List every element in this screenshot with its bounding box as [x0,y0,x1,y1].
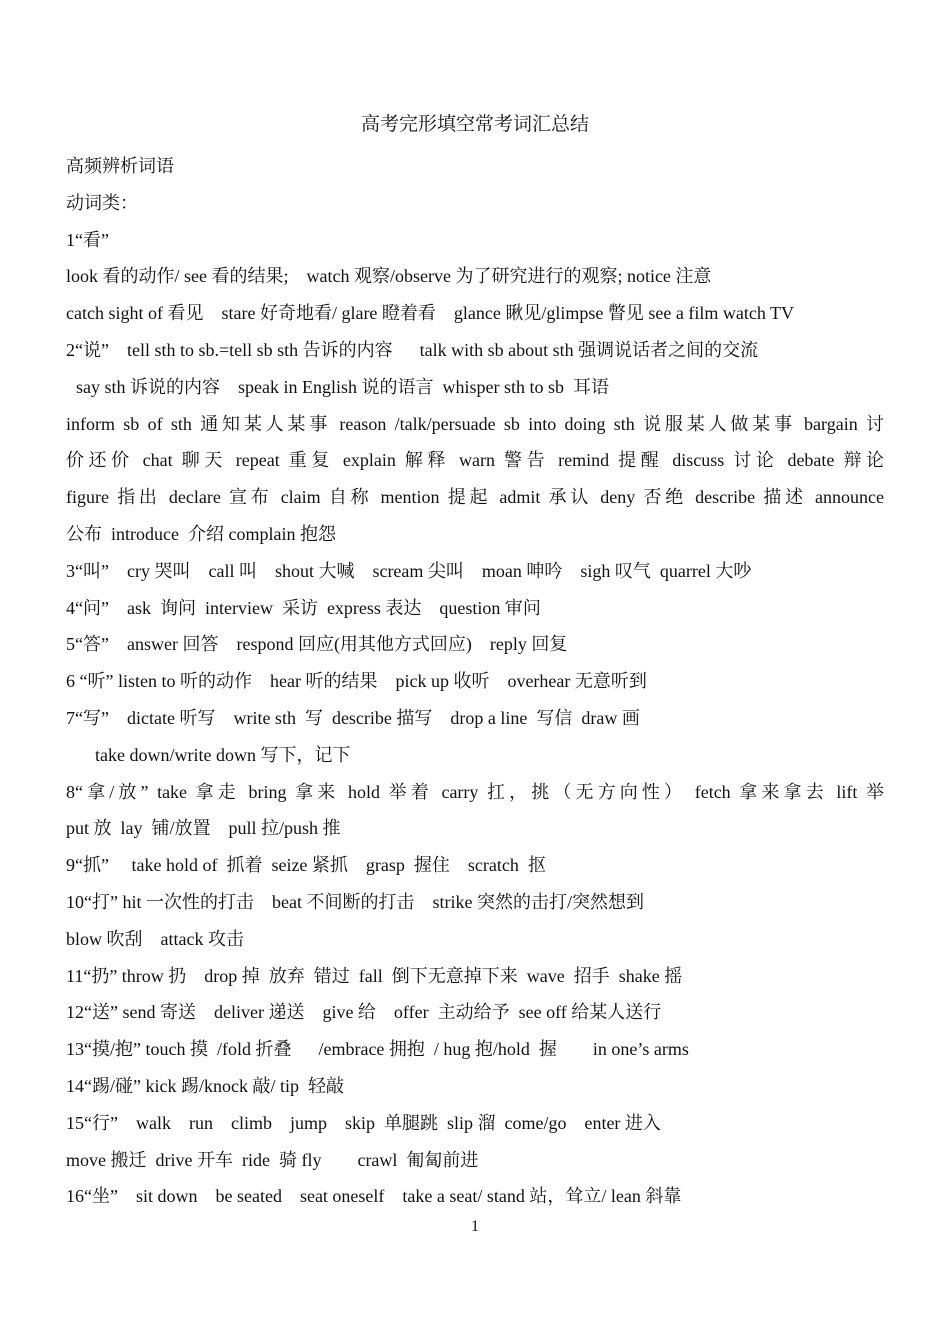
text-line: blow 吹刮 attack 攻击 [66,928,244,949]
text-line: 3“叫” cry 哭叫 call 叫 shout 大喊 scream 尖叫 moan 呻吟 sigh 叹气 quarrel 大吵 [66,560,752,581]
text-line: 4“问” ask 询问 interview 采访 express 表达 question 审问 [66,597,541,618]
text-line: 9“抓” take hold of 抓着 seize 紧抓 grasp 握住 scratch 抠 [66,855,546,876]
text-line: look 看的动作/ see 看的结果; watch 观察/observe 为了研究进行的观察; notice 注意 [66,266,712,287]
text-line: 公布 introduce 介绍 complain 抱怨 [66,523,336,544]
text-line: 12“送” send 寄送 deliver 递送 give 给 offer 主动给予 see off 给某人送行 [66,1002,662,1023]
text-line: 14“踢/碰” kick 踢/knock 敲/ tip 轻敲 [66,1075,344,1096]
text-line: catch sight of 看见 stare 好奇地看/ glare 瞪着看 glance 瞅见/glimpse 瞥见 see a film watch TV [66,303,795,324]
text-line: 6 “听” listen to 听的动作 hear 听的结果 pick up 收听 overhear 无意听到 [66,671,647,692]
document-body [66,148,896,1215]
page-number: 1 [471,1218,479,1235]
text-line: 11“扔” throw 扔 drop 掉 放弃 错过 fall 倒下无意掉下来 wave 招手 shake 摇 [66,965,683,986]
text-line: figure 指出 declare 宣布 claim 自称 mention 提起 admit 承认 deny 否绝 describe 描述 announce [66,487,884,508]
document-title: 高考完形填空常考词汇总结 [360,114,589,135]
entry-heading: 1“看” [66,229,109,250]
text-line: move 搬迁 drive 开车 ride 骑 fly crawl 匍匐前进 [66,1149,479,1170]
text-line: 2“说” tell sth to sb.=tell sb sth 告诉的内容 talk with sb about sth 强调说话者之间的交流 [66,339,759,360]
text-line: take down/write down 写下，记下 [95,744,351,765]
category-heading: 动词类： [66,192,138,213]
section-heading: 高频辨析词语 [66,156,174,176]
text-line: say sth 诉说的内容 speak in English 说的语言 whisper sth to sb 耳语 [76,376,609,397]
text-line: put 放 lay 铺/放置 pull 拉/push 推 [66,818,341,839]
text-line: 5“答” answer 回答 respond 回应(用其他方式回应) reply 回复 [66,634,568,655]
text-line: 16“坐” sit down be seated seat oneself take a seat/ stand 站，耸立/ lean 斜靠 [66,1186,682,1207]
text-line: 8“拿/放” take 拿走 bring 拿来 hold 举着 carry 扛，挑（无方向性） fetch 拿来拿去 lift 举 [66,781,884,802]
text-line: 15“行” walk run climb jump skip 单腿跳 slip 溜 come/go enter 进入 [66,1112,661,1133]
text-line: inform sb of sth 通知某人某事 reason /talk/persuade sb into doing sth 说服某人做某事 bargain 讨 [66,413,884,434]
text-line: 7“写” dictate 听写 write sth 写 describe 描写 drop a line 写信 draw 画 [66,707,640,728]
text-line: 13“摸/抱” touch 摸 /fold 折叠 /embrace 拥抱 / hug 抱/hold 握 in one’s arms [66,1039,689,1060]
text-line: 10“打” hit 一次性的打击 beat 不间断的打击 strike 突然的击打/突然想到 [66,891,644,912]
text-line: 价还价 chat 聊天 repeat 重复 explain 解释 warn 警告 remind 提醒 discuss 讨论 debate 辩论 [66,450,884,471]
